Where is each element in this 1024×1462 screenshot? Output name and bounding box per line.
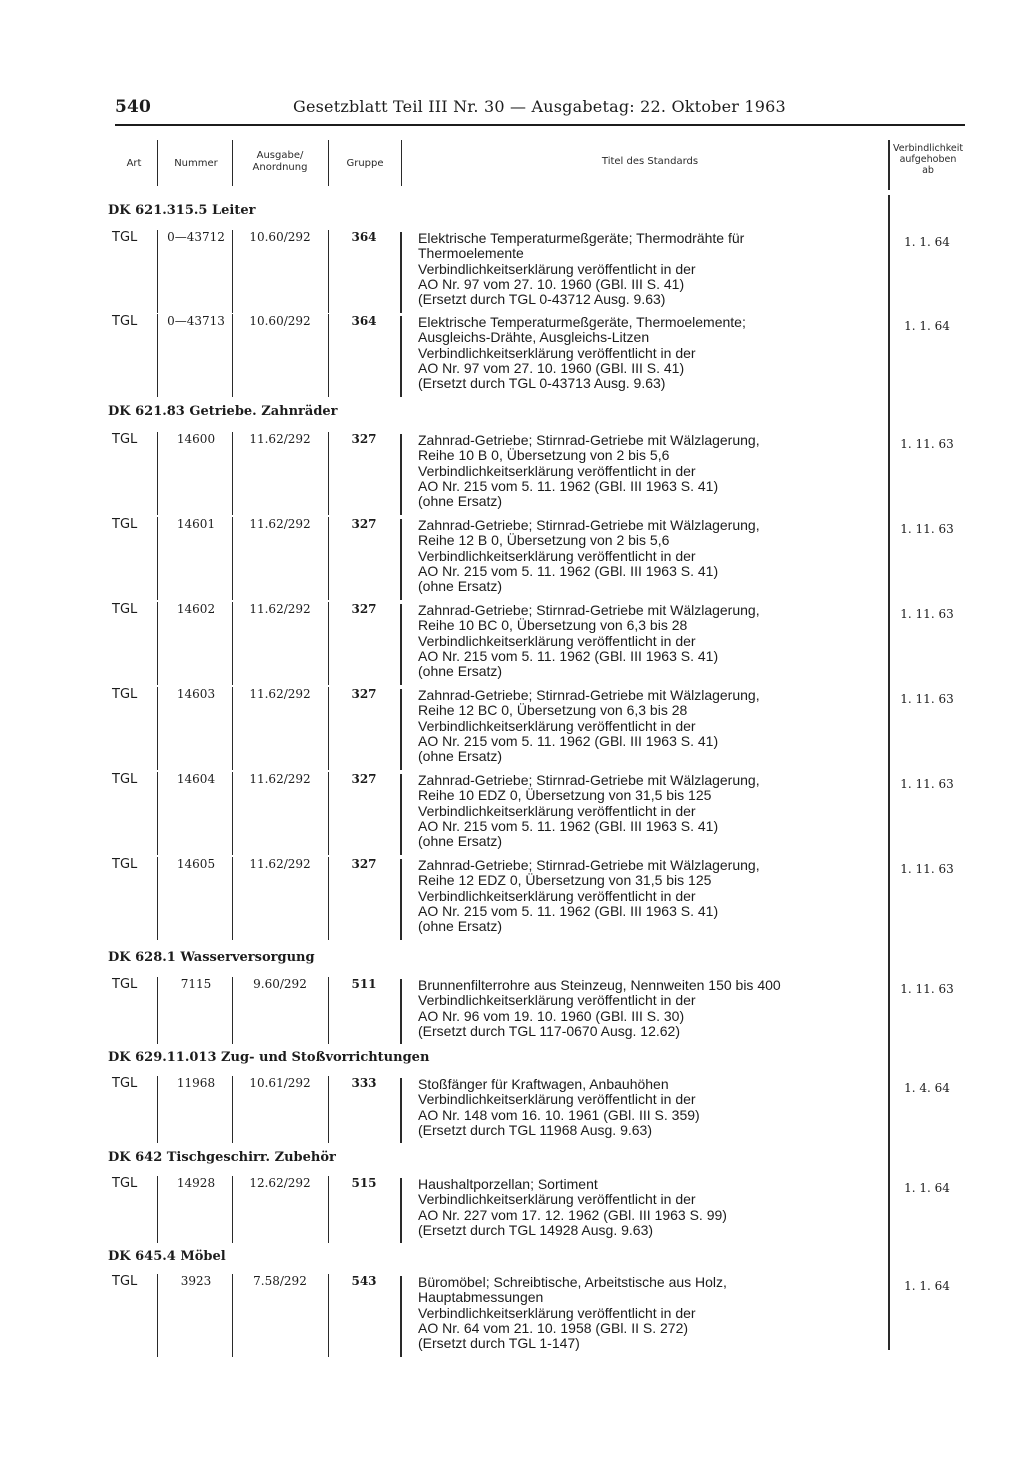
- title-line: AO Nr. 97 vom 27. 10. 1960 (GBl. III S. 41): [418, 275, 685, 292]
- row-date: 1. 1. 64: [904, 1279, 950, 1293]
- column-rule: [232, 1274, 233, 1357]
- title-line: Ausgleichs-Drähte, Ausgleichs-Litzen: [418, 329, 650, 346]
- title-line: (ohne Ersatz): [418, 833, 503, 850]
- row-ausgabe: 7.58/292: [253, 1274, 307, 1288]
- column-rule: [232, 687, 233, 770]
- title-line: Zahnrad-Getriebe; Stirnrad-Getriebe mit Wälzlagerung,: [418, 432, 760, 448]
- row-ausgabe: 12.62/292: [249, 1176, 311, 1190]
- row-gruppe: 327: [351, 772, 377, 786]
- column-rule: [328, 602, 329, 685]
- column-rule: [157, 230, 158, 313]
- column-rule: [157, 772, 158, 855]
- row-date: 1. 1. 64: [904, 319, 950, 333]
- row-art: TGL: [112, 1176, 138, 1191]
- title-line: AO Nr. 215 vom 5. 11. 1962 (GBl. III 1963 S. 41): [418, 902, 719, 919]
- col-head-titel: Titel des Standards: [601, 156, 699, 167]
- title-line: Verbindlichkeitserklärung veröffentlicht in der: [418, 632, 696, 649]
- title-line: Elektrische Temperaturmeßgeräte, Thermoelemente;: [418, 314, 746, 330]
- row-nummer: 0—43712: [167, 230, 225, 244]
- title-line: Zahnrad-Getriebe; Stirnrad-Getriebe mit Wälzlagerung,: [418, 602, 760, 618]
- title-line: Reihe 12 EDZ 0, Übersetzung von 31,5 bis 125: [418, 872, 712, 889]
- row-gruppe: 327: [351, 432, 377, 446]
- column-rule: [328, 772, 329, 855]
- row-ausgabe: 11.62/292: [249, 687, 311, 701]
- row-ausgabe: 10.60/292: [249, 314, 311, 328]
- row-gruppe: 327: [351, 687, 377, 701]
- column-rule: [232, 1076, 233, 1143]
- col-head-verbindlich: Verbindlichkeit aufgehoben ab: [893, 143, 964, 176]
- row-title: [418, 858, 883, 934]
- row-nummer: 3923: [180, 1274, 212, 1288]
- column-rule: [157, 1176, 158, 1243]
- column-rule: [328, 1176, 329, 1243]
- row-gruppe: 364: [351, 314, 377, 328]
- col-head-divider: [888, 140, 890, 190]
- row-art: TGL: [112, 517, 138, 532]
- column-rule: [232, 857, 233, 940]
- title-line: AO Nr. 227 vom 17. 12. 1962 (GBl. III 1963 S. 99): [418, 1206, 727, 1223]
- title-line: Verbindlichkeitserklärung veröffentlicht in der: [418, 1091, 696, 1108]
- row-art: TGL: [112, 977, 138, 992]
- title-line: (ohne Ersatz): [418, 663, 503, 680]
- title-line: (Ersetzt durch TGL 1-147): [418, 1335, 580, 1352]
- row-nummer: 14602: [176, 602, 216, 616]
- row-date: 1. 4. 64: [904, 1081, 950, 1095]
- row-date: 1. 11. 63: [900, 862, 954, 876]
- section-title: DK 628.1 Wasserversorgung: [108, 950, 315, 965]
- col-head-divider: [328, 140, 329, 186]
- row-title: [418, 978, 883, 1039]
- column-rule: [400, 979, 402, 1044]
- row-art: TGL: [112, 857, 138, 872]
- row-title: [418, 603, 883, 679]
- row-art: TGL: [112, 687, 138, 702]
- title-line: AO Nr. 96 vom 19. 10. 1960 (GBl. III S. 30): [418, 1007, 685, 1024]
- row-art: TGL: [112, 602, 138, 617]
- row-nummer: 14605: [176, 857, 216, 871]
- column-rule: [400, 434, 402, 515]
- column-rule: [328, 432, 329, 515]
- row-gruppe: 515: [351, 1176, 377, 1190]
- running-title: Gesetzblatt Teil III Nr. 30 — Ausgabetag: 22. Oktober 1963: [293, 97, 786, 116]
- title-line: Reihe 10 BC 0, Übersetzung von 6,3 bis 28: [418, 617, 688, 634]
- column-rule: [400, 1078, 402, 1143]
- column-rule: [328, 977, 329, 1044]
- col-head-divider: [401, 140, 402, 186]
- title-line: (Ersetzt durch TGL 14928 Ausg. 9.63): [418, 1221, 654, 1238]
- title-line: Elektrische Temperaturmeßgeräte; Thermodrähte für: [418, 230, 745, 246]
- title-line: Verbindlichkeitserklärung veröffentlicht in der: [418, 260, 696, 277]
- row-art: TGL: [112, 314, 138, 329]
- title-line: Büromöbel; Schreibtische, Arbeitstische aus Holz,: [418, 1274, 727, 1290]
- row-ausgabe: 11.62/292: [249, 857, 311, 871]
- title-line: (ohne Ersatz): [418, 578, 503, 595]
- column-rule: [400, 604, 402, 685]
- row-date: 1. 11. 63: [900, 522, 954, 536]
- column-rule: [157, 687, 158, 770]
- row-nummer: 14601: [176, 517, 216, 531]
- title-line: AO Nr. 215 vom 5. 11. 1962 (GBl. III 1963 S. 41): [418, 647, 719, 664]
- row-title: [418, 1077, 883, 1138]
- title-line: AO Nr. 215 vom 5. 11. 1962 (GBl. III 1963 S. 41): [418, 817, 719, 834]
- row-nummer: 11968: [176, 1076, 216, 1090]
- title-line: Reihe 10 EDZ 0, Übersetzung von 31,5 bis 125: [418, 787, 712, 804]
- column-rule: [157, 602, 158, 685]
- column-rule: [232, 1176, 233, 1243]
- title-line: Hauptabmessungen: [418, 1289, 544, 1306]
- column-rule: [328, 1274, 329, 1357]
- row-date: 1. 1. 64: [904, 235, 950, 249]
- row-date: 1. 11. 63: [900, 692, 954, 706]
- row-art: TGL: [112, 230, 138, 245]
- section-title: DK 621.315.5 Leiter: [108, 203, 256, 218]
- row-ausgabe: 10.60/292: [249, 230, 311, 244]
- row-gruppe: 327: [351, 517, 377, 531]
- title-line: Verbindlichkeitserklärung veröffentlicht in der: [418, 1191, 696, 1208]
- row-gruppe: 543: [351, 1274, 377, 1288]
- title-line: Verbindlichkeitserklärung veröffentlicht in der: [418, 802, 696, 819]
- row-art: TGL: [112, 1076, 138, 1091]
- title-line: Verbindlichkeitserklärung veröffentlicht in der: [418, 717, 696, 734]
- column-rule: [328, 314, 329, 397]
- header-rule: [115, 124, 965, 126]
- column-rule: [400, 519, 402, 600]
- title-line: Zahnrad-Getriebe; Stirnrad-Getriebe mit Wälzlagerung,: [418, 772, 760, 788]
- row-date: 1. 11. 63: [900, 437, 954, 451]
- row-ausgabe: 11.62/292: [249, 517, 311, 531]
- row-nummer: 14604: [176, 772, 216, 786]
- row-nummer: 14603: [176, 687, 216, 701]
- column-rule: [328, 687, 329, 770]
- title-line: Reihe 12 B 0, Übersetzung von 2 bis 5,6: [418, 532, 670, 549]
- title-line: AO Nr. 215 vom 5. 11. 1962 (GBl. III 1963 S. 41): [418, 732, 719, 749]
- col-head-divider: [157, 140, 158, 186]
- title-line: Verbindlichkeitserklärung veröffentlicht in der: [418, 547, 696, 564]
- column-rule: [157, 977, 158, 1044]
- section-title: DK 621.83 Getriebe. Zahnräder: [108, 404, 338, 419]
- row-title: [418, 688, 883, 764]
- column-rule: [328, 230, 329, 313]
- row-art: TGL: [112, 432, 138, 447]
- column-rule: [400, 1178, 402, 1243]
- row-ausgabe: 10.61/292: [249, 1076, 311, 1090]
- column-rule: [157, 1274, 158, 1357]
- column-rule: [232, 977, 233, 1044]
- row-gruppe: 333: [351, 1076, 377, 1090]
- page-number: 540: [115, 97, 152, 117]
- title-line: Verbindlichkeitserklärung veröffentlicht in der: [418, 887, 696, 904]
- row-gruppe: 327: [351, 602, 377, 616]
- row-art: TGL: [112, 772, 138, 787]
- title-line: AO Nr. 215 vom 5. 11. 1962 (GBl. III 1963 S. 41): [418, 477, 719, 494]
- column-rule: [157, 314, 158, 397]
- row-nummer: 7115: [180, 977, 212, 991]
- row-title: [418, 231, 883, 307]
- row-date: 1. 11. 63: [900, 777, 954, 791]
- col-head-nummer: Nummer: [174, 158, 218, 169]
- title-line: Thermoelemente: [418, 245, 524, 262]
- col-head-gruppe: Gruppe: [346, 158, 384, 169]
- row-nummer: 14600: [176, 432, 216, 446]
- title-line: Verbindlichkeitserklärung veröffentlicht in der: [418, 1304, 696, 1321]
- row-title: [418, 433, 883, 509]
- column-rule: [400, 316, 402, 397]
- column-rule: [328, 857, 329, 940]
- title-line: Verbindlichkeitserklärung veröffentlicht in der: [418, 344, 696, 361]
- row-title: [418, 773, 883, 849]
- column-rule: [328, 1076, 329, 1143]
- title-line: (Ersetzt durch TGL 0-43712 Ausg. 9.63): [418, 291, 666, 308]
- row-nummer: 0—43713: [167, 314, 225, 328]
- title-line: AO Nr. 97 vom 27. 10. 1960 (GBl. III S. 41): [418, 359, 685, 376]
- title-line: Stoßfänger für Kraftwagen, Anbauhöhen: [418, 1076, 669, 1092]
- section-title: DK 645.4 Möbel: [108, 1249, 226, 1264]
- row-art: TGL: [112, 1274, 138, 1289]
- column-rule: [232, 230, 233, 313]
- right-column-rule: [888, 195, 890, 1350]
- column-rule: [232, 517, 233, 600]
- title-line: (ohne Ersatz): [418, 748, 503, 765]
- row-date: 1. 1. 64: [904, 1181, 950, 1195]
- title-line: Reihe 12 BC 0, Übersetzung von 6,3 bis 28: [418, 702, 688, 719]
- title-line: Haushaltporzellan; Sortiment: [418, 1176, 598, 1192]
- title-line: (ohne Ersatz): [418, 918, 503, 935]
- column-rule: [400, 232, 402, 313]
- title-line: Verbindlichkeitserklärung veröffentlicht in der: [418, 992, 696, 1009]
- column-rule: [400, 774, 402, 855]
- title-line: AO Nr. 64 vom 21. 10. 1958 (GBl. II S. 272): [418, 1319, 689, 1336]
- row-title: [418, 518, 883, 594]
- row-ausgabe: 11.62/292: [249, 772, 311, 786]
- title-line: (Ersetzt durch TGL 0-43713 Ausg. 9.63): [418, 375, 666, 392]
- title-line: (Ersetzt durch TGL 11968 Ausg. 9.63): [418, 1121, 652, 1138]
- column-rule: [232, 602, 233, 685]
- column-rule: [157, 857, 158, 940]
- row-ausgabe: 11.62/292: [249, 432, 311, 446]
- col-head-art: Art: [126, 158, 142, 169]
- title-line: AO Nr. 148 vom 16. 10. 1961 (GBl. III S. 359): [418, 1106, 700, 1123]
- title-line: Zahnrad-Getriebe; Stirnrad-Getriebe mit Wälzlagerung,: [418, 857, 760, 873]
- title-line: (Ersetzt durch TGL 117-0670 Ausg. 12.62): [418, 1022, 681, 1039]
- column-rule: [232, 314, 233, 397]
- column-rule: [328, 517, 329, 600]
- title-line: Reihe 10 B 0, Übersetzung von 2 bis 5,6: [418, 447, 670, 464]
- title-line: Verbindlichkeitserklärung veröffentlicht in der: [418, 462, 696, 479]
- column-rule: [400, 1276, 402, 1357]
- row-ausgabe: 9.60/292: [253, 977, 307, 991]
- row-ausgabe: 11.62/292: [249, 602, 311, 616]
- column-rule: [232, 432, 233, 515]
- title-line: Brunnenfilterrohre aus Steinzeug, Nennweiten 150 bis 400: [418, 977, 781, 993]
- row-nummer: 14928: [176, 1176, 216, 1190]
- title-line: Zahnrad-Getriebe; Stirnrad-Getriebe mit Wälzlagerung,: [418, 517, 760, 533]
- title-line: AO Nr. 215 vom 5. 11. 1962 (GBl. III 1963 S. 41): [418, 562, 719, 579]
- section-title: DK 629.11.013 Zug- und Stoßvorrichtungen: [108, 1050, 430, 1065]
- column-rule: [400, 689, 402, 770]
- row-gruppe: 327: [351, 857, 377, 871]
- column-rule: [400, 859, 402, 940]
- row-title: [418, 1275, 883, 1351]
- title-line: (ohne Ersatz): [418, 493, 503, 510]
- column-rule: [157, 517, 158, 600]
- column-rule: [157, 1076, 158, 1143]
- row-title: [418, 1177, 883, 1238]
- page-header: [115, 97, 965, 121]
- column-rule: [157, 432, 158, 515]
- col-head-ausgabe: Ausgabe/ Anordnung: [252, 150, 308, 173]
- title-line: Zahnrad-Getriebe; Stirnrad-Getriebe mit Wälzlagerung,: [418, 687, 760, 703]
- row-gruppe: 511: [351, 977, 377, 991]
- row-date: 1. 11. 63: [900, 982, 954, 996]
- row-gruppe: 364: [351, 230, 377, 244]
- row-date: 1. 11. 63: [900, 607, 954, 621]
- section-title: DK 642 Tischgeschirr. Zubehör: [108, 1150, 336, 1165]
- col-head-divider: [232, 140, 233, 186]
- column-rule: [232, 772, 233, 855]
- row-title: [418, 315, 883, 391]
